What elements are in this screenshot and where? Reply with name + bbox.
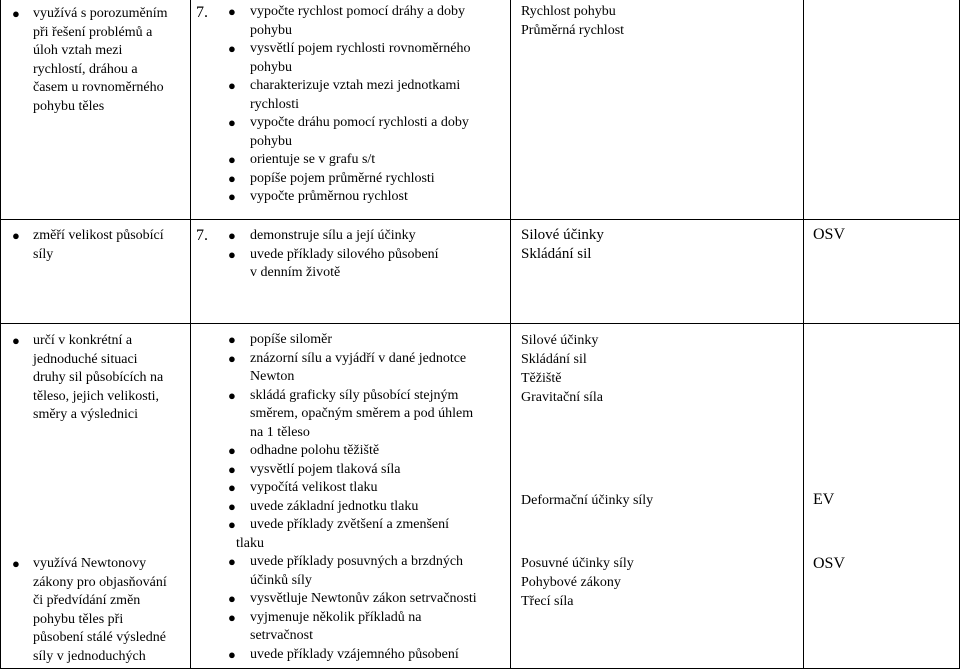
bullet-icon: ● — [228, 228, 236, 243]
bullet-icon: ● — [228, 498, 236, 514]
bullet-icon: ● — [228, 170, 236, 186]
row1-grade-number: 7. — [196, 4, 208, 21]
list-item: ● popíše pojem průměrné rychlosti — [250, 170, 470, 189]
column-divider-2 — [510, 0, 511, 669]
bullet-icon: ● — [228, 443, 236, 458]
bullet-icon: ● — [228, 480, 236, 495]
list-item: ● vysvětlí pojem tlaková síla — [250, 461, 477, 480]
row1-topics: Rychlost pohybu Průměrná rychlost — [521, 4, 625, 38]
row2-outcome: ● změří velikost působící síly — [12, 228, 164, 262]
row-divider-1 — [0, 219, 960, 220]
list-item: ● vyjmenuje několik příkladů na setrvačnost — [228, 609, 422, 643]
list-item: ● uvede příklady silového působení v denním životě — [228, 246, 439, 280]
row3-objectives-list — [228, 331, 477, 664]
row1-objectives-list — [228, 3, 471, 207]
row3-topics-c: Posuvné účinky síly Pohybové zákony Třecí síla — [521, 556, 634, 609]
row3-topics-a: Silové účinky Skládání sil Těžiště Gravitační síla — [521, 333, 604, 405]
bullet-icon: ● — [228, 646, 236, 662]
bullet-icon: ● — [12, 556, 20, 571]
bullet-icon: ● — [228, 517, 236, 532]
list-item: ● znázorní sílu a vyjádří v dané jednotce Newton — [228, 350, 467, 384]
bullet-icon: ● — [228, 115, 236, 130]
row3-cross-curricular-b: EV — [813, 491, 835, 508]
list-item: ● vysvětlí pojem rychlosti rovnoměrného pohybu — [228, 41, 471, 75]
list-item: ● uvede základní jednotku tlaku — [250, 498, 477, 517]
bullet-icon: ● — [228, 41, 236, 56]
bullet-icon: ● — [228, 461, 236, 477]
row2-objectives-list — [228, 227, 439, 283]
row3-outcome-forces: ● určí v konkrétní a jednoduché situaci druhy sil působících na těleso, jejich velikosti, směry a výslednici — [12, 333, 164, 422]
row3-topics-b: Deformační účinky síly — [521, 493, 654, 508]
column-divider-3 — [803, 0, 804, 669]
bullet-icon: ● — [228, 189, 236, 204]
row3-outcome-newton: ● využívá Newtonovy zákony pro objasňování či předvídání změn pohybu těles při působení stálé výsledné síly v jednoduchých — [12, 556, 167, 664]
bullet-icon: ● — [228, 332, 236, 347]
list-item: ● charakterizuje vztah mezi jednotkami rychlosti — [228, 78, 461, 112]
list-item: ● vypočítá velikost tlaku — [250, 479, 477, 498]
list-item: ● vypočte dráhu pomocí rychlosti a doby pohybu — [228, 115, 469, 149]
bullet-icon: ● — [12, 333, 20, 348]
list-item: ● odhadne polohu těžiště — [250, 442, 477, 461]
list-item: ● popíše siloměr — [250, 331, 477, 350]
row2-grade-number: 7. — [196, 227, 208, 244]
bullet-icon: ● — [12, 6, 20, 21]
bullet-icon: ● — [228, 246, 236, 262]
list-item: ● vypočte průměrnou rychlost — [250, 188, 470, 207]
table-border-left — [0, 0, 1, 669]
list-item: ● vypočte rychlost pomocí dráhy a doby pohybu — [228, 4, 466, 38]
list-item: ● uvede příklady vzájemného působení — [250, 646, 477, 665]
row2-topics: Silové účinky Skládání sil — [521, 227, 604, 262]
bullet-icon: ● — [228, 387, 236, 403]
row1-outcome: ● využívá s porozuměním při řešení problémů a úloh vztah mezi rychlostí, dráhou a časem u rovnoměrného pohybu těles — [12, 6, 168, 114]
row-divider-2 — [0, 323, 960, 324]
bullet-icon: ● — [228, 591, 236, 606]
bullet-icon: ● — [228, 554, 236, 569]
bullet-icon: ● — [228, 4, 236, 19]
bullet-icon: ● — [228, 350, 236, 366]
list-item: ● skládá graficky síly působící stejným směrem, opačným směrem a pod úhlem na 1 těleso — [228, 387, 474, 440]
list-item: ● vysvětluje Newtonův zákon setrvačnosti — [250, 590, 477, 609]
list-item: ● uvede příklady posuvných a brzdných účinků síly — [228, 554, 464, 588]
bullet-icon: ● — [12, 228, 20, 243]
column-divider-1 — [190, 0, 191, 669]
list-item: ● uvede příklady zvětšení a zmenšení tlaku — [228, 517, 450, 551]
list-item: ● orientuje se v grafu s/t — [250, 151, 470, 170]
bullet-icon: ● — [228, 152, 236, 167]
row2-cross-curricular: OSV — [813, 226, 846, 243]
bullet-icon: ● — [228, 609, 236, 625]
row3-cross-curricular-c: OSV — [813, 555, 846, 572]
list-item: ● demonstruje sílu a její účinky — [250, 227, 439, 246]
bullet-icon: ● — [228, 78, 236, 93]
